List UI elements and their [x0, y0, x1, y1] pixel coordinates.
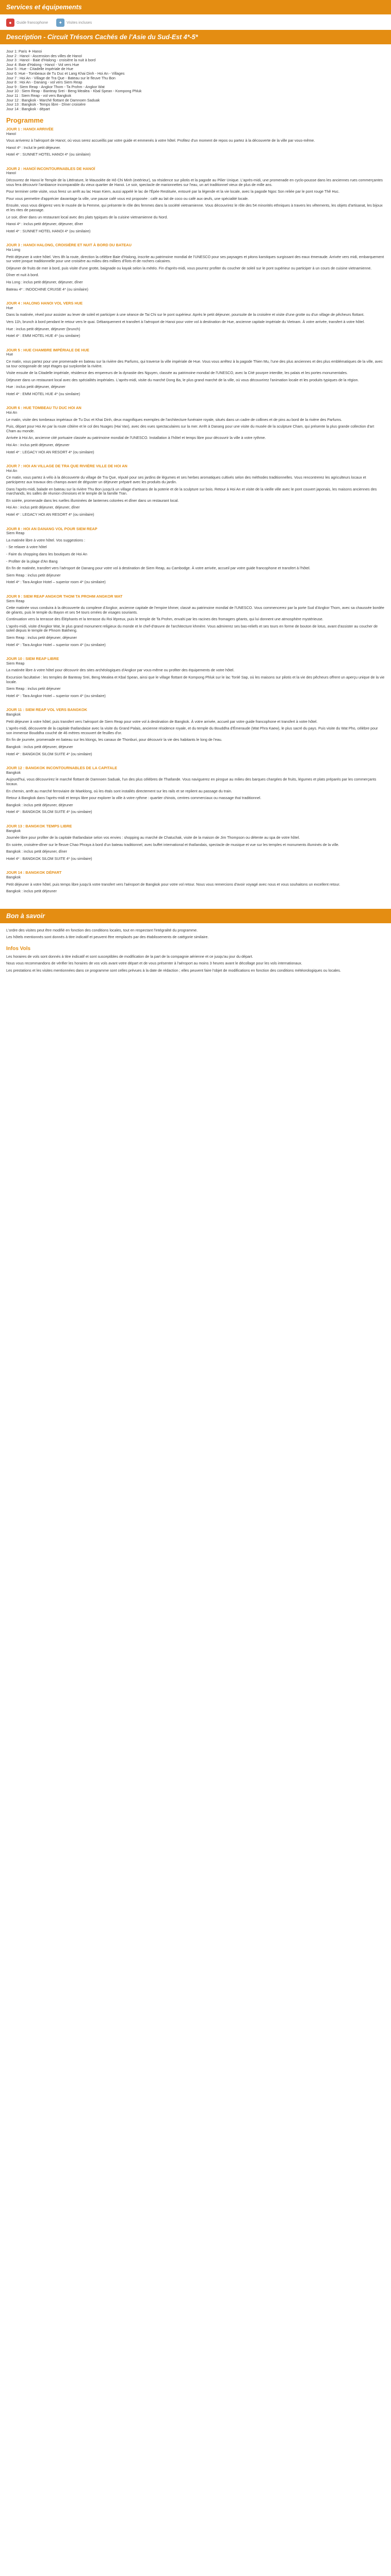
day-spacer — [6, 520, 385, 527]
itinerary-line: Jour 5 : Hue - Citadelle impériale de Hue — [6, 66, 73, 72]
description-banner — [0, 30, 391, 44]
day-paragraph: Petit déjeuner à votre hôtel, puis temps libre jusqu'à votre transfert vers l'aéroport de Bangkok pour votre vol retour. Nous vous remercions d'avoir voyagé avec nous et vous souhaitons un excellent retour. — [6, 882, 340, 887]
day-hotel: Hotel 4* : Tara Angkor Hotel – superior room 4* (ou similaire) — [6, 693, 106, 698]
day-block — [6, 708, 385, 766]
itinerary-line: Jour 11 : Siem Reap - vol vers Bangkok — [6, 93, 72, 98]
day-paragraph: Siem Reap : inclus petit déjeuner — [6, 572, 61, 578]
services-title: Services et équipements — [6, 4, 82, 11]
person-icon: ● — [6, 19, 14, 27]
day-paragraph: Siem Reap : inclus petit déjeuner, déjeuner — [6, 635, 77, 640]
day-block — [6, 348, 385, 406]
day-hotel: Hotel 4* : SUNNET HOTEL HANOI 4* (ou similaire) — [6, 228, 91, 233]
day-paragraph: Hanoï — [6, 131, 17, 136]
day-paragraph: Découvrez de Hanoi le Temple de la Littérature, le Mausolée de Hô Chi Minh (extérieur), sa résidence sur pilotis et la pagode au Pilier Unique. L'après-midi, une promenade en cyclo-pousse dans les anciennes rues commerçantes vous fera découvrir l'ambiance incomparable du vieux quartier de Hanoi. Le soir, spectacle de marionnettes sur l'eau, un art traditionnel vieux de plus de mille ans. — [6, 178, 383, 187]
itinerary-line: Jour 1: Paris ✈ Hanoi — [6, 49, 42, 54]
day-hotel: Hotel 4* : SUNNET HOTEL HANOI 4* (ou similaire) — [6, 152, 91, 157]
day-paragraph: Bangkok — [6, 770, 21, 775]
day-paragraph: Journée libre pour profiter de la capitale thaïlandaise selon vos envies : shopping au marché de Chatuchak, visite de la maison de Jim Thompson ou détente au spa de votre hôtel. — [6, 835, 300, 840]
day-paragraph: Hue — [6, 352, 13, 357]
day-title: JOUR 7 : HOI AN VILLAGE DE TRA QUE RIVIÈRE VILLE DE HOI AN — [6, 464, 127, 469]
itinerary-line: Jour 4: Baie d'Halong - Hanoï - Vol vers Hue — [6, 62, 79, 67]
day-paragraph: Le soir, dîner dans un restaurant local avec des plats typiques de la cuisine vietnamienne du Nord. — [6, 214, 168, 219]
info-paragraph: Nous vous recommandons de vérifier les horaires de vos vols avant votre départ et de vous présenter à l'aéroport au moins 3 heures avant le décollage pour les vols internationaux. — [6, 961, 302, 966]
day-paragraph: Petit déjeuner à votre hôtel. Vers 8h la route, direction la célèbre Baie d'Halong, inscrite au patrimoine mondial de l'UNESCO pour ses paysages et pitons karstiques surgissant des eaux émeraude. Arrivée vers midi, embarquement sur votre jonque traditionnelle pour une croisière au milieu des milliers d'îlots et de rochers calcaires. — [6, 254, 384, 264]
itinerary-line: Jour 9 : Siem Reap - Angkor Thom - Ta Prohm - Angkor Wat — [6, 84, 105, 89]
day-paragraph: Bangkok : inclus petit déjeuner, déjeuner — [6, 744, 73, 749]
day-paragraph: Bangkok : inclus petit déjeuner, dîner — [6, 849, 67, 854]
day-paragraph: Le matin, visite des tombeaux impériaux de Tu Duc et Khai Dinh, deux magnifiques exemples de l'architecture funéraire royale, situés dans un cadre de collines et de pins au bord de la rivière des Parfums. — [6, 417, 342, 422]
day-paragraph: Pour terminer cette visite, vous ferez un arrêt au lac Hoan Kiem, aussi appelé le lac de l'Épée Restituée, entouré par la légende et la vie locale, avec la pagode Ngoc Son reliée par le pont rouge Thê Huc. — [6, 189, 340, 194]
day-paragraph: Bangkok — [6, 875, 21, 880]
day-spacer — [6, 701, 385, 708]
day-paragraph: Bangkok : inclus petit déjeuner, déjeuner — [6, 802, 73, 807]
day-paragraph: Bangkok — [6, 712, 21, 717]
day-hotel: Hotel 4* : EMM HOTEL HUE 4* (ou similaire) — [6, 333, 80, 338]
day-paragraph: Déjeuner de fruits de mer à bord, puis visite d'une grotte, baignade ou kayak selon la météo. Fin d'après-midi, vous pourrez profiter du coucher de soleil sur le pont supérieur ou participer à un cours de cuisine vietnamienne. — [6, 265, 372, 270]
day-paragraph: Ha Long : inclus petit déjeuner, déjeuner, dîner — [6, 279, 83, 284]
day-hotel: Hotel 4* : Tara Angkor Hotel – superior room 4* (ou similaire) — [6, 642, 106, 647]
day-block — [6, 527, 385, 595]
day-paragraph: Hoi An — [6, 468, 18, 473]
day-paragraph: Cette matinée vous conduira à la découverte du complexe d'Angkor, ancienne capitale de l'empire khmer, classé au patrimoine mondial de l'UNESCO. Vous commencerez par la porte Sud d'Angkor Thom, avec sa chaussée bordée de géants, puis le temple du Bayon et ses 54 tours ornées de visages souriants. — [6, 605, 384, 615]
guide-service — [6, 19, 48, 27]
guide-label: Guide francophone — [17, 20, 48, 25]
day-spacer — [6, 650, 385, 657]
day-paragraph: Retour à Bangkok dans l'après-midi et temps libre pour explorer la ville à votre rythme : quartier chinois, centres commerciaux ou massage thaï traditionnel. — [6, 795, 262, 801]
day-paragraph: Ha Long — [6, 247, 21, 252]
day-title: JOUR 6 : HUE TOMBEAU TU DUC HOI AN — [6, 405, 82, 411]
itinerary-line: Jour 2 : Hanoï - Ascension des villes de Hanoï — [6, 53, 83, 58]
day-paragraph: En fin de journée, promenade en bateau sur les klongs, les canaux de Thonburi, pour découvrir la vie des habitants le long de l'eau. — [6, 737, 222, 742]
day-paragraph: Puis, départ pour Hoi An par la route côtière et le col des Nuages (Hai Van), avec des vues spectaculaires sur la mer. Arrêt à Danang pour une visite du musée de la sculpture Cham, qui présente la plus grande collection d'art Cham au monde. — [6, 424, 374, 433]
day-hotel: Hotel 4* : EMM HOTEL HUE 4* (ou similaire) — [6, 391, 80, 396]
itinerary-line: Jour 3 : Hanoï - Baie d'Halong - croisière la nuit à bord — [6, 58, 96, 63]
day-title: JOUR 11 : SIEM REAP VOL VERS BANGKOK — [6, 707, 88, 713]
itinerary-line: Jour 10 : Siem Reap - Banteay Srei - Beng Mealea - Kbal Spean - Kompong Phluk — [6, 89, 142, 94]
day-paragraph: La matinée libre à votre hôtel. Vos suggestions : — [6, 537, 86, 543]
day-title: JOUR 13 : BANGKOK TEMPS LIBRE — [6, 823, 72, 828]
day-spacer — [6, 399, 385, 406]
info-flights-title: Infos Vols — [6, 946, 31, 952]
day-paragraph: Vous arriverez à l'aéroport de Hanoï, où vous serez accueillis par votre guide et emmenés à votre hôtel. Profitez d'un moment de repos ou partez à la découverte de la ville par vous-même. — [6, 138, 315, 143]
itinerary-line: Jour 14 : Bangkok - départ — [6, 106, 50, 111]
good-to-know-banner — [0, 909, 391, 923]
day-block — [6, 595, 385, 657]
day-hotel: Hotel 4* : LEGACY HOI AN RESORT 4* (ou similaire) — [6, 449, 94, 454]
day-paragraph: Arrivée à Hoi An, ancienne cité portuaire classée au patrimoine mondial de l'UNESCO. Installation à l'hôtel et temps libre pour découvrir la ville à votre rythme. — [6, 435, 266, 440]
day-paragraph: Visite ensuite de la Citadelle impériale, résidence des empereurs de la dynastie des Nguyen, classée au patrimoine mondial de l'UNESCO, avec la Cité pourpre interdite, les palais et les portes monumentales. — [6, 370, 348, 376]
day-paragraph: Hue : inclus petit déjeuner, déjeuner (brunch) — [6, 326, 80, 331]
day-title: JOUR 9 : SIEM REAP ANGKOR THOM TA PROHM ANGKOR WAT — [6, 594, 123, 599]
day-title: JOUR 8 : HOI AN DANANG VOL POUR SIEM REAP — [6, 526, 97, 531]
description-title: Description - Circuit Trésors Cachés de l'Asie du Sud-Est 4*-5* — [6, 33, 198, 41]
day-paragraph: Dans la matinée, réveil pour assister au lever de soleil et participer à une séance de Tai Chi sur le pont supérieur. Après le petit déjeuner, poursuite de la croisière et visite d'une grotte ou d'un village de pêcheurs flottant. — [6, 312, 365, 317]
day-paragraph: L'après-midi, découverte de la capitale thaïlandaise avec la visite du Grand Palais, ancienne résidence royale, et du temple du Bouddha d'Émeraude (Wat Phra Kaew), le plus sacré du pays. Puis visite du Wat Pho, célèbre pour son immense Bouddha couché de 46 mètres recouvert de feuilles d'or. — [6, 726, 378, 735]
day-paragraph: Continuation vers la terrasse des Éléphants et la terrasse du Roi lépreux, puis le temple de Ta Prohm, envahi par les racines des fromagers géants, qui lui donnent une atmosphère mystérieuse. — [6, 617, 323, 622]
days-list — [6, 127, 385, 904]
day-title: JOUR 3 : HANOI HALONG, CROISIÈRE ET NUIT À BORD DU BATEAU — [6, 243, 132, 248]
day-spacer — [6, 863, 385, 871]
day-spacer — [6, 160, 385, 167]
day-spacer — [6, 294, 385, 301]
day-paragraph: En soirée, croisière-dîner sur le fleuve Chao Phraya à bord d'un bateau traditionnel, avec buffet international et thaïlandais, spectacle de musique et vue sur les temples et monuments illuminés de la ville. — [6, 842, 339, 847]
good-to-know-list — [6, 928, 385, 940]
itinerary-summary — [0, 49, 391, 111]
good-to-know-section — [0, 928, 391, 973]
day-hotel: Hotel 4* : BANGKOK SILOM SUITE 4* (ou similaire) — [6, 751, 92, 756]
visa-service — [56, 19, 92, 27]
day-block — [6, 657, 385, 708]
day-block — [6, 871, 385, 903]
day-paragraph: Ce matin, vous partez à vélo à la découverte du village de Tra Que, réputé pour ses jardins de légumes et ses herbes aromatiques cultivés selon des méthodes traditionnelles. Vous rencontrerez les agriculteurs locaux et participerez aux travaux des champs avant de déguster un déjeuner préparé avec les produits du jardin. — [6, 475, 366, 484]
visa-label: Visites incluses — [67, 20, 92, 25]
day-paragraph: - Faire du shopping dans les boutiques de Hoi An — [6, 551, 88, 556]
day-paragraph: - Se relaxer à votre hôtel — [6, 545, 47, 550]
day-paragraph: Hanoï — [6, 171, 17, 176]
programme-section — [0, 118, 391, 904]
day-block — [6, 824, 385, 871]
programme-title: Programme — [6, 116, 44, 125]
day-paragraph: Hoi An — [6, 410, 18, 415]
day-paragraph: Hanoi 4* : inclus petit déjeuner, déjeuner, dîner — [6, 222, 84, 227]
day-hotel: Hotel 4* : BANGKOK SILOM SUITE 4* (ou similaire) — [6, 809, 92, 815]
day-block — [6, 464, 385, 527]
day-paragraph: Pour vous permettre d'apprécier davantage la ville, une pause café vous est proposée : café au lait de coco ou café aux œufs, une spécialité locale. — [6, 196, 249, 201]
day-paragraph: Hoi An : inclus petit déjeuner, déjeuner — [6, 443, 70, 448]
day-paragraph: Hue : inclus petit déjeuner, déjeuner — [6, 384, 66, 389]
day-paragraph: Hue — [6, 305, 13, 310]
itinerary-line: Jour 13 : Bangkok - Temps libre - Dîner croisière — [6, 102, 86, 107]
day-block — [6, 167, 385, 244]
day-paragraph: En soirée, promenade dans les ruelles illuminées de lanternes colorées et dîner dans un restaurant local. — [6, 498, 179, 503]
day-paragraph: Ce matin, vous partez pour une promenade en bateau sur la rivière des Parfums, qui traverse la ville impériale de Hue. Vous vous arrêtez à la pagode Thien Mu, l'une des plus anciennes et des plus emblématiques de la ville, avec sa tour octogonale de sept étages qui surplombe la rivière. — [6, 359, 383, 368]
info-flights-list — [6, 955, 385, 973]
day-paragraph: - Profiter de la plage d'An Bang — [6, 558, 58, 564]
day-hotel: Hotel 4* : LEGACY HOI AN RESORT 4* (ou similaire) — [6, 512, 94, 517]
day-paragraph: Aujourd'hui, vous découvrirez le marché flottant de Damnoen Saduak, l'un des plus célèbres de Thaïlande. Vous naviguerez en pirogue au milieu des barques chargées de fruits, légumes et plats préparés par les commerçants locaux. — [6, 777, 377, 786]
info-paragraph: Les horaires de vols sont donnés à titre indicatif et sont susceptibles de modification de la part de la compagnie aérienne et ce jusqu'au jour du départ. — [6, 954, 253, 959]
day-spacer — [6, 896, 385, 904]
circuit-page — [0, 0, 391, 973]
itinerary-line: Jour 7 : Hoi An - Village de Tra Que - Bateau sur le fleuve Thu Bon — [6, 75, 116, 80]
itinerary-list — [6, 49, 385, 111]
day-title: JOUR 5 : HUE CHAMBRE IMPÉRIALE DE HUE — [6, 347, 89, 352]
day-title: JOUR 14 : BANGKOK DÉPART — [6, 870, 62, 875]
day-hotel: Bateau 4* : INDOCHINE CRUISE 4* (ou similaire) — [6, 286, 88, 292]
day-title: JOUR 12 : BANGKOK INCONTOURNABLES DE LA CAPITALE — [6, 766, 118, 771]
good-to-know-title: Bon à savoir — [6, 912, 45, 920]
itinerary-line: Jour 12 : Bangkok - Marché flottant de Damnoen Saduak — [6, 97, 100, 103]
day-paragraph: Siem Reap : inclus petit déjeuner — [6, 686, 61, 691]
day-block — [6, 301, 385, 348]
itinerary-line: Jour 6: Hue - Tombeaux de Tu Duc et Lang Khai Dinh - Hoi An - Villages — [6, 71, 125, 76]
day-spacer — [6, 457, 385, 464]
day-paragraph: Déjeuner dans un restaurant local avec des spécialités impériales. L'après-midi, visite du marché Dong Ba, le plus grand marché de la ville, où vous découvrirez l'animation locale et les produits typiques de la région. — [6, 377, 359, 382]
good-to-know-paragraph: L'ordre des visites peut être modifié en fonction des conditions locales, tout en respectant l'intégralité du programme. — [6, 927, 198, 933]
day-paragraph: Dîner et nuit à bord. — [6, 273, 39, 278]
day-hotel: Hotel 4* : BANGKOK SILOM SUITE 4* (ou similaire) — [6, 856, 92, 861]
day-paragraph: En fin de matinée, transfert vers l'aéroport de Danang pour votre vol à destination de Siem Reap, au Cambodge. À votre arrivée, accueil par votre guide francophone et transfert à l'hôtel. — [6, 566, 311, 571]
day-block — [6, 766, 385, 824]
day-title: JOUR 10 : SIEM REAP LIBRE — [6, 656, 59, 662]
day-spacer — [6, 236, 385, 243]
day-block — [6, 406, 385, 464]
day-paragraph: En chemin, arrêt au marché ferroviaire de Maeklong, où les étals sont installés directement sur les rails et se replient au passage du train. — [6, 788, 232, 793]
day-paragraph: Hoi An : inclus petit déjeuner, déjeuner, dîner — [6, 505, 80, 510]
day-title: JOUR 2 : HANOÏ INCONTOURNABLES DE HANOÏ — [6, 166, 95, 171]
day-paragraph: Bangkok : inclus petit déjeuner — [6, 889, 57, 894]
day-paragraph: Vers 11h, brunch à bord pendant le retour vers le quai. Débarquement et transfert à l'aéroport de Hanoi pour votre vol à destination de Hue, ancienne capitale impériale du Vietnam. À votre arrivée, transfert à votre hôtel. — [6, 319, 365, 324]
day-paragraph: Siem Reap — [6, 598, 25, 603]
day-spacer — [6, 817, 385, 824]
day-paragraph: Hanoï 4* : Inclut le petit déjeuner. — [6, 145, 61, 150]
day-paragraph: Ensuite, vous vous dirigerez vers le musée de la Femme, qui présente le rôle des femmes dans la société vietnamienne. Vous découvrirez le rôle des 54 minorités ethniques à travers les vêtements, les objets d'artisanat, les bijoux et les rites de passage. — [6, 203, 383, 213]
day-paragraph: L'après-midi, visite d'Angkor Wat, le plus grand monument religieux du monde et le chef-d'œuvre de l'architecture khmère. Vous admirerez ses bas-reliefs et ses tours en forme de bouton de lotus, avant d'assister au coucher de soleil depuis le temple de Phnom Bakheng. — [6, 623, 378, 633]
day-paragraph: Dans l'après-midi, balade en bateau sur la rivière Thu Bon jusqu'à un village d'artisans de la poterie et de la sculpture sur bois. Retour à Hoi An et visite de la vieille ville avec le pont couvert japonais, les maisons anciennes des marchands, les salles de réunion chinoises et le temple de la famille Tran. — [6, 486, 377, 496]
day-block — [6, 243, 385, 301]
day-title: JOUR 1 : HANOI ARRIVÉE — [6, 126, 54, 131]
day-paragraph: La matinée libre à votre hôtel pour découvrir des sites archéologiques d'Angkor par vous-même ou profiter des équipements de votre hôtel. — [6, 668, 235, 673]
day-spacer — [6, 759, 385, 766]
day-hotel: Hotel 4* : Tara Angkor Hotel – superior room 4* (ou similaire) — [6, 580, 106, 585]
day-paragraph: Siem Reap — [6, 531, 25, 536]
day-paragraph: Siem Reap — [6, 660, 25, 666]
day-title: JOUR 4 : HALONG HANOI VOL VERS HUE — [6, 301, 83, 306]
day-block — [6, 127, 385, 167]
ticket-icon: ✦ — [56, 19, 64, 27]
good-to-know-paragraph: Les hôtels mentionnés sont donnés à titre indicatif et peuvent être remplacés par des établissements de catégorie similaire. — [6, 935, 209, 940]
itinerary-line: Jour 8 : Hoi An - Danang - vol vers Siem Reap — [6, 80, 83, 85]
day-paragraph: Excursion facultative : les temples de Banteay Srei, Beng Mealea et Kbal Spean, ainsi que le village flottant de Kompong Phluk sur le lac Tonlé Sap, où les maisons sur pilotis et la vie des pêcheurs offrent un aperçu unique de la vie locale. — [6, 675, 385, 684]
services-banner — [0, 0, 391, 14]
day-spacer — [6, 341, 385, 348]
day-paragraph: Bangkok — [6, 828, 21, 833]
day-spacer — [6, 587, 385, 595]
info-paragraph: Les prestations et les visites mentionnées dans ce programme sont celles prévues à la date de rédaction ; elles peuvent faire l'objet de modifications en fonction des conditions météorologiques ou locales. — [6, 968, 341, 973]
services-bar — [0, 14, 391, 30]
day-paragraph: Petit déjeuner à votre hôtel, puis transfert vers l'aéroport de Siem Reap pour votre vol à destination de Bangkok. À votre arrivée, accueil par votre guide francophone et transfert à votre hôtel. — [6, 719, 318, 724]
